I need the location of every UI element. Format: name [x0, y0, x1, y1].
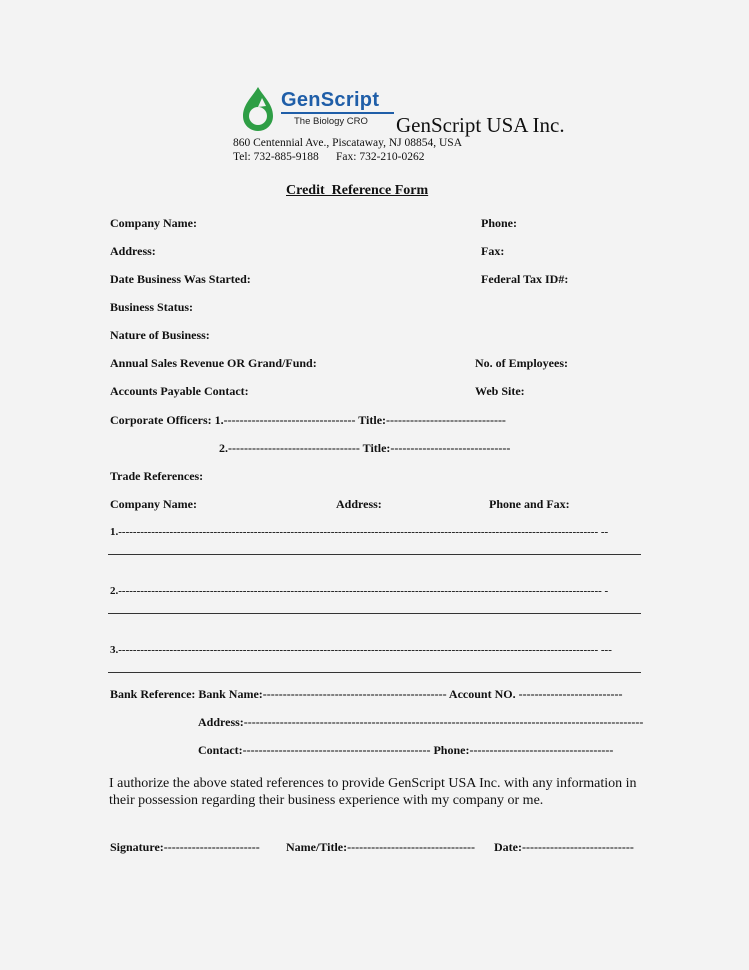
logo-wordmark: GenScript: [281, 89, 380, 111]
label-web-site: Web Site:: [475, 384, 525, 398]
label-ap-contact: Accounts Payable Contact:: [110, 384, 249, 398]
label-date-started: Date Business Was Started:: [110, 272, 251, 286]
date-field: Date:----------------------------: [494, 840, 634, 854]
label-annual-sales: Annual Sales Revenue OR Grand/Fund:: [110, 356, 317, 370]
divider-line: [108, 613, 641, 614]
company-address: 860 Centennial Ave., Piscataway, NJ 08854, USA: [233, 137, 463, 149]
label-trade-references: Trade References:: [110, 469, 204, 483]
trade-reference-3: 3.----------------------------------------------------------------------------------------------------------------------------------- ---: [110, 644, 612, 656]
authorization-statement: I authorize the above stated references to provide GenScript USA Inc. with any information in their possession regarding their business experience with my company or me.: [109, 776, 637, 808]
bank-contact: Contact:----------------------------------------------- Phone:------------------------------------: [198, 743, 614, 757]
column-phone-fax: Phone and Fax:: [489, 497, 570, 511]
divider-line: [108, 554, 641, 555]
name-title-field: Name/Title:--------------------------------: [286, 840, 475, 854]
company-name: GenScript USA Inc.: [396, 113, 565, 137]
trade-reference-1: 1.----------------------------------------------------------------------------------------------------------------------------------- --: [110, 526, 609, 538]
label-fax: Fax:: [481, 244, 505, 258]
corporate-officer-2: 2.--------------------------------- Title:------------------------------: [219, 441, 511, 455]
column-address: Address:: [336, 497, 382, 511]
label-employees: No. of Employees:: [475, 356, 568, 370]
label-phone: Phone:: [481, 216, 517, 230]
divider-line: [108, 672, 641, 673]
trade-reference-2: 2.------------------------------------------------------------------------------------------------------------------------------------ -: [110, 585, 609, 597]
label-federal-tax: Federal Tax ID#:: [481, 272, 569, 286]
bank-address: Address:----------------------------------------------------------------------------------------------------: [198, 715, 644, 729]
logo-tagline: The Biology CRO: [294, 116, 368, 127]
company-phone-fax: Tel: 732-885-9188 Fax: 732-210-0262: [233, 151, 425, 163]
logo-divider: [281, 112, 394, 114]
column-company-name: Company Name:: [110, 497, 197, 511]
label-company-name: Company Name:: [110, 216, 197, 230]
label-address: Address:: [110, 244, 156, 258]
form-title: Credit Reference Form: [286, 183, 429, 198]
corporate-officer-1: Corporate Officers: 1.--------------------------------- Title:------------------------------: [110, 413, 506, 427]
label-nature-of-business: Nature of Business:: [110, 328, 210, 342]
genscript-leaf-icon: [240, 86, 276, 132]
bank-reference: Bank Reference: Bank Name:---------------------------------------------- Account NO. --------------------------: [110, 687, 623, 701]
label-business-status: Business Status:: [110, 300, 194, 314]
signature-field: Signature:------------------------: [110, 840, 260, 854]
